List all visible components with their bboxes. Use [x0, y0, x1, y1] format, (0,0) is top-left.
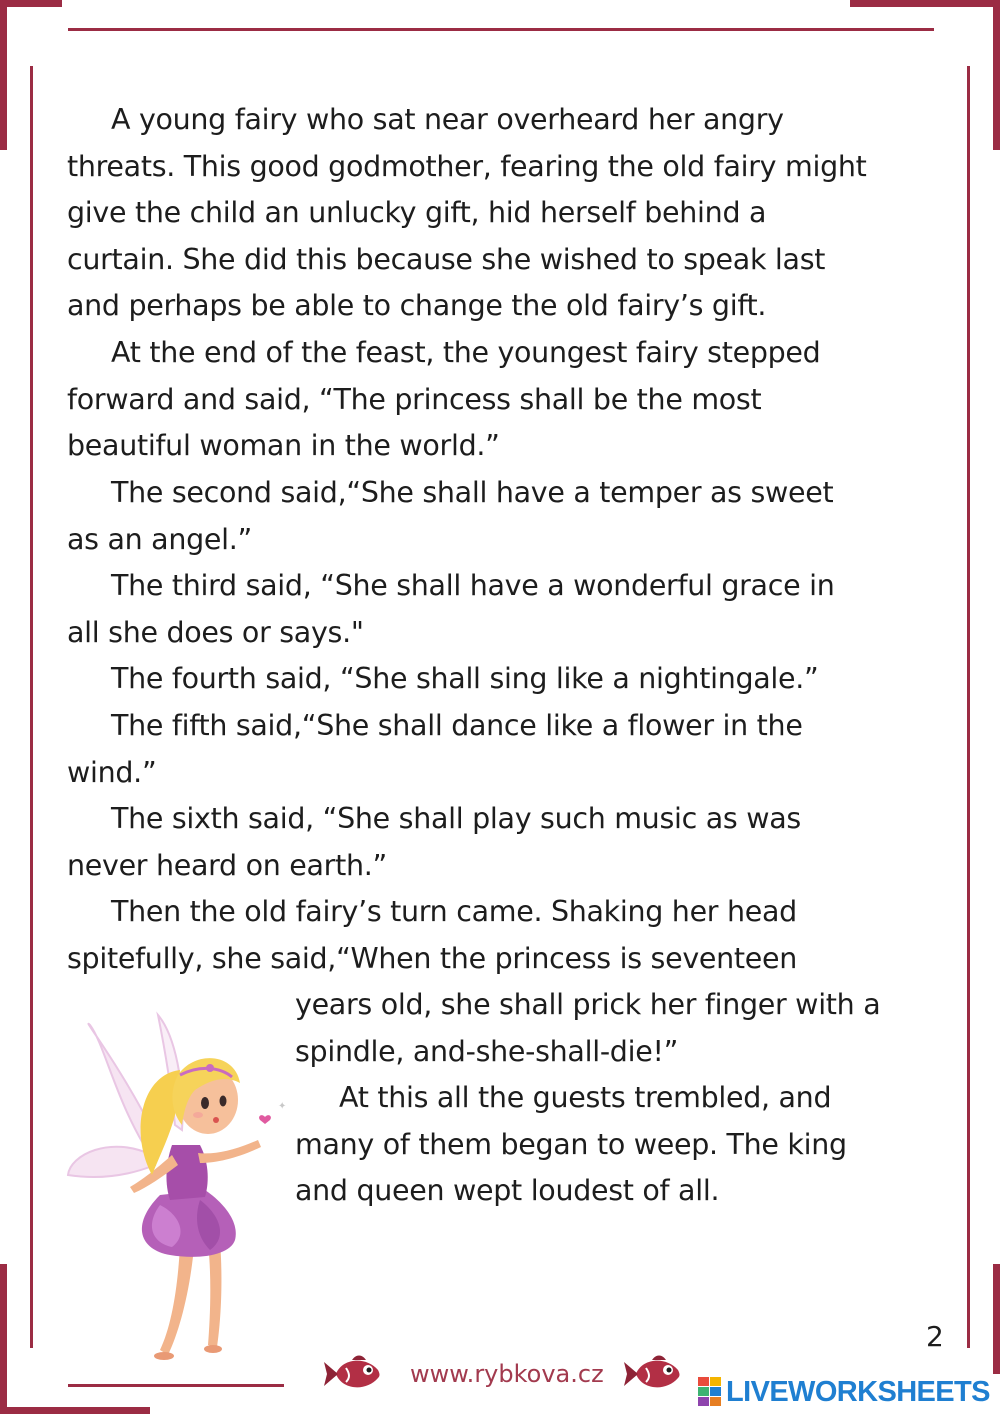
- paragraph-young-fairy: A young fairy who sat near overheard her angry threats. This good godmother, fearing the old fairy might give the child an unlucky gift, hid herself behind a curtain. She did this because she wished to speak last and perhaps be able to change the old fairy’s gift.: [67, 103, 867, 322]
- paragraph-third-fairy: The third said, “She shall have a wonderful grace in all she does or says.": [67, 569, 835, 649]
- corner-bottom-left-horizontal: [0, 1407, 150, 1414]
- paragraph-guests-trembled: At this all the guests trembled, and many of them began to weep. The king and queen wept loudest of all.: [295, 1081, 847, 1207]
- frame-top-line: [68, 28, 934, 31]
- fish-icon: [622, 1352, 684, 1396]
- svg-text:✦: ✦: [278, 1101, 287, 1112]
- corner-top-left-vertical: [0, 0, 7, 150]
- website-link[interactable]: www.rybkova.cz: [410, 1360, 604, 1388]
- corner-bottom-left-vertical: [0, 1264, 7, 1414]
- frame-right-line: [967, 66, 970, 1348]
- page-number: 2: [926, 1320, 944, 1353]
- corner-top-left-horizontal: [0, 0, 62, 7]
- paragraph-second-fairy: The second said,“She shall have a temper as sweet as an angel.”: [67, 476, 834, 556]
- corner-top-right-horizontal: [850, 0, 1000, 7]
- liveworksheets-wordmark: LIVEWORKSHEETS: [726, 1375, 990, 1408]
- paragraph-old-fairy: Then the old fairy’s turn came. Shaking her head spitefully, she said,“When the princess is seventeen: [67, 895, 797, 975]
- paragraph-fourth-fairy: The fourth said, “She shall sing like a nightingale.”: [111, 662, 819, 695]
- corner-bottom-right-vertical: [993, 1264, 1000, 1374]
- fairy-illustration: [60, 1005, 310, 1365]
- fish-icon: [322, 1352, 384, 1396]
- liveworksheets-logo[interactable]: [698, 1376, 990, 1408]
- frame-left-line: [30, 66, 33, 1348]
- frame-bottom-left-line: [68, 1384, 284, 1387]
- paragraph-youngest-fairy: At the end of the feast, the youngest fairy stepped forward and said, “The princess shall be the most beautiful woman in the world.”: [67, 336, 821, 462]
- corner-top-right-vertical: [993, 0, 1000, 150]
- paragraph-sixth-fairy: The sixth said, “She shall play such music as was never heard on earth.”: [67, 802, 801, 882]
- paragraph-old-fairy-continued: years old, she shall prick her finger with a spindle, and-she-shall-die!”: [295, 988, 881, 1068]
- paragraph-fifth-fairy: The fifth said,“She shall dance like a flower in the wind.”: [67, 709, 803, 789]
- liveworksheets-logo-icon: [698, 1377, 722, 1407]
